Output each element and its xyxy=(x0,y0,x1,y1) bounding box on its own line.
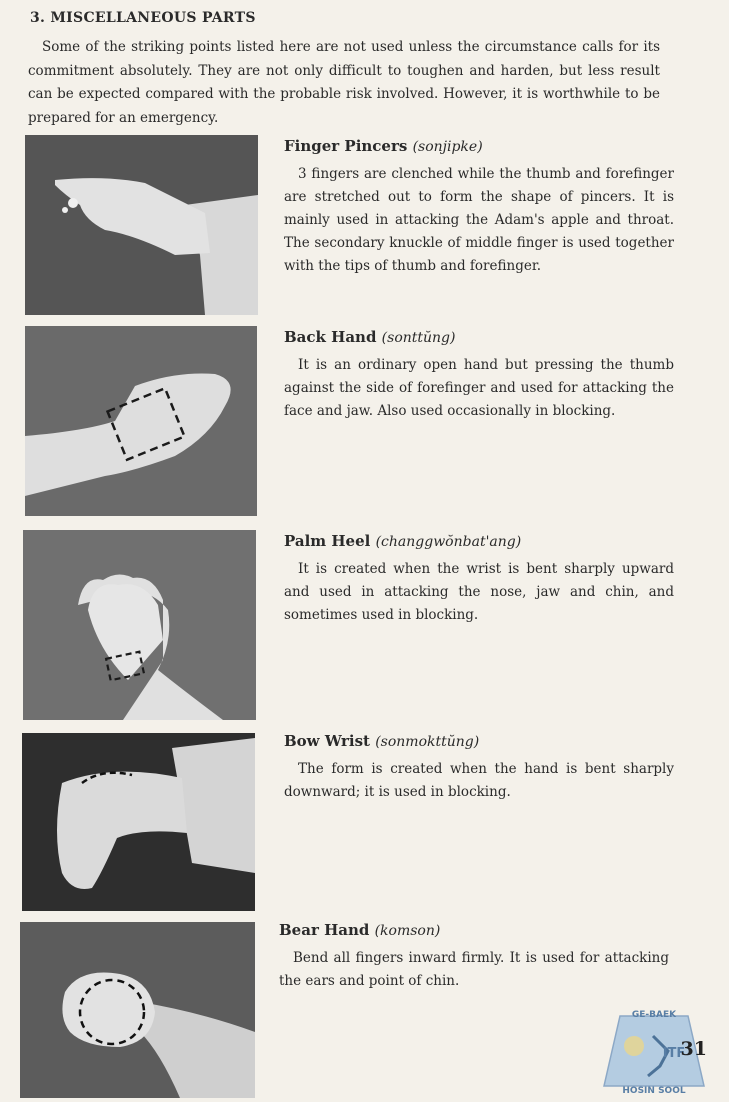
watermark-top-text: GE-BAEK xyxy=(631,1010,677,1020)
entry-title xyxy=(284,532,674,550)
entry-back-hand xyxy=(284,328,674,423)
entry-name: Back Hand xyxy=(284,328,377,346)
entry-name: Finger Pincers xyxy=(284,137,408,155)
entry-title xyxy=(284,137,674,155)
bow-wrist-photo xyxy=(22,733,255,911)
section-title: 3. MISCELLANEOUS PARTS xyxy=(30,10,256,26)
entry-title xyxy=(284,328,674,346)
entry-name: Palm Heel xyxy=(284,532,371,550)
entry-term: (komson) xyxy=(374,923,441,939)
watermark-middle-text: ITF xyxy=(662,1046,686,1061)
entry-body: 3 fingers are clenched while the thumb and forefinger are stretched out to form the shape of pincers. It is mainly used in attacking the Adam's apple and throat. The secondary knuckle of middle finger is used together with the tips of thumb and forefinger. xyxy=(284,166,674,274)
back-hand-photo xyxy=(25,326,257,516)
entry-bear-hand xyxy=(279,921,669,993)
entry-name: Bow Wrist xyxy=(284,732,370,750)
bear-hand-photo xyxy=(20,922,255,1098)
entry-term: (sonmokttŭng) xyxy=(375,734,480,750)
entry-body: Bend all fingers inward firmly. It is used for attacking the ears and point of chin. xyxy=(279,950,669,989)
watermark-bottom-text: HOSIN SOOL xyxy=(622,1086,686,1096)
entry-finger-pincers xyxy=(284,137,674,278)
entry-term: (sonjipke) xyxy=(412,139,483,155)
entry-body: It is an ordinary open hand but pressing the thumb against the side of forefinger and used for attacking the face and jaw. Also used occasionally in blocking. xyxy=(284,357,674,419)
palm-heel-photo xyxy=(23,530,256,720)
intro-paragraph xyxy=(28,36,660,130)
entry-title xyxy=(284,732,674,750)
finger-pincers-photo xyxy=(25,135,258,315)
entry-term: (sonttŭng) xyxy=(381,330,456,346)
entry-name: Bear Hand xyxy=(279,921,370,939)
entry-body: It is created when the wrist is bent sharply upward and used in attacking the nose, jaw and chin, and sometimes used in blocking. xyxy=(284,561,674,623)
entry-palm-heel xyxy=(284,532,674,627)
intro-text: Some of the striking points listed here are not used unless the circumstance calls for its commitment absolutely. They are not only difficult to toughen and harden, but less result can be expected compared with the probable risk involved. However, it is worthwhile to be prepared for an emergency. xyxy=(28,39,660,126)
entry-title xyxy=(279,921,669,939)
page-number: 31 xyxy=(680,1038,707,1060)
entry-body: The form is created when the hand is bent sharply downward; it is used in blocking. xyxy=(284,761,674,800)
entry-bow-wrist xyxy=(284,732,674,804)
entry-term: (changgwŏnbat'ang) xyxy=(375,534,522,550)
